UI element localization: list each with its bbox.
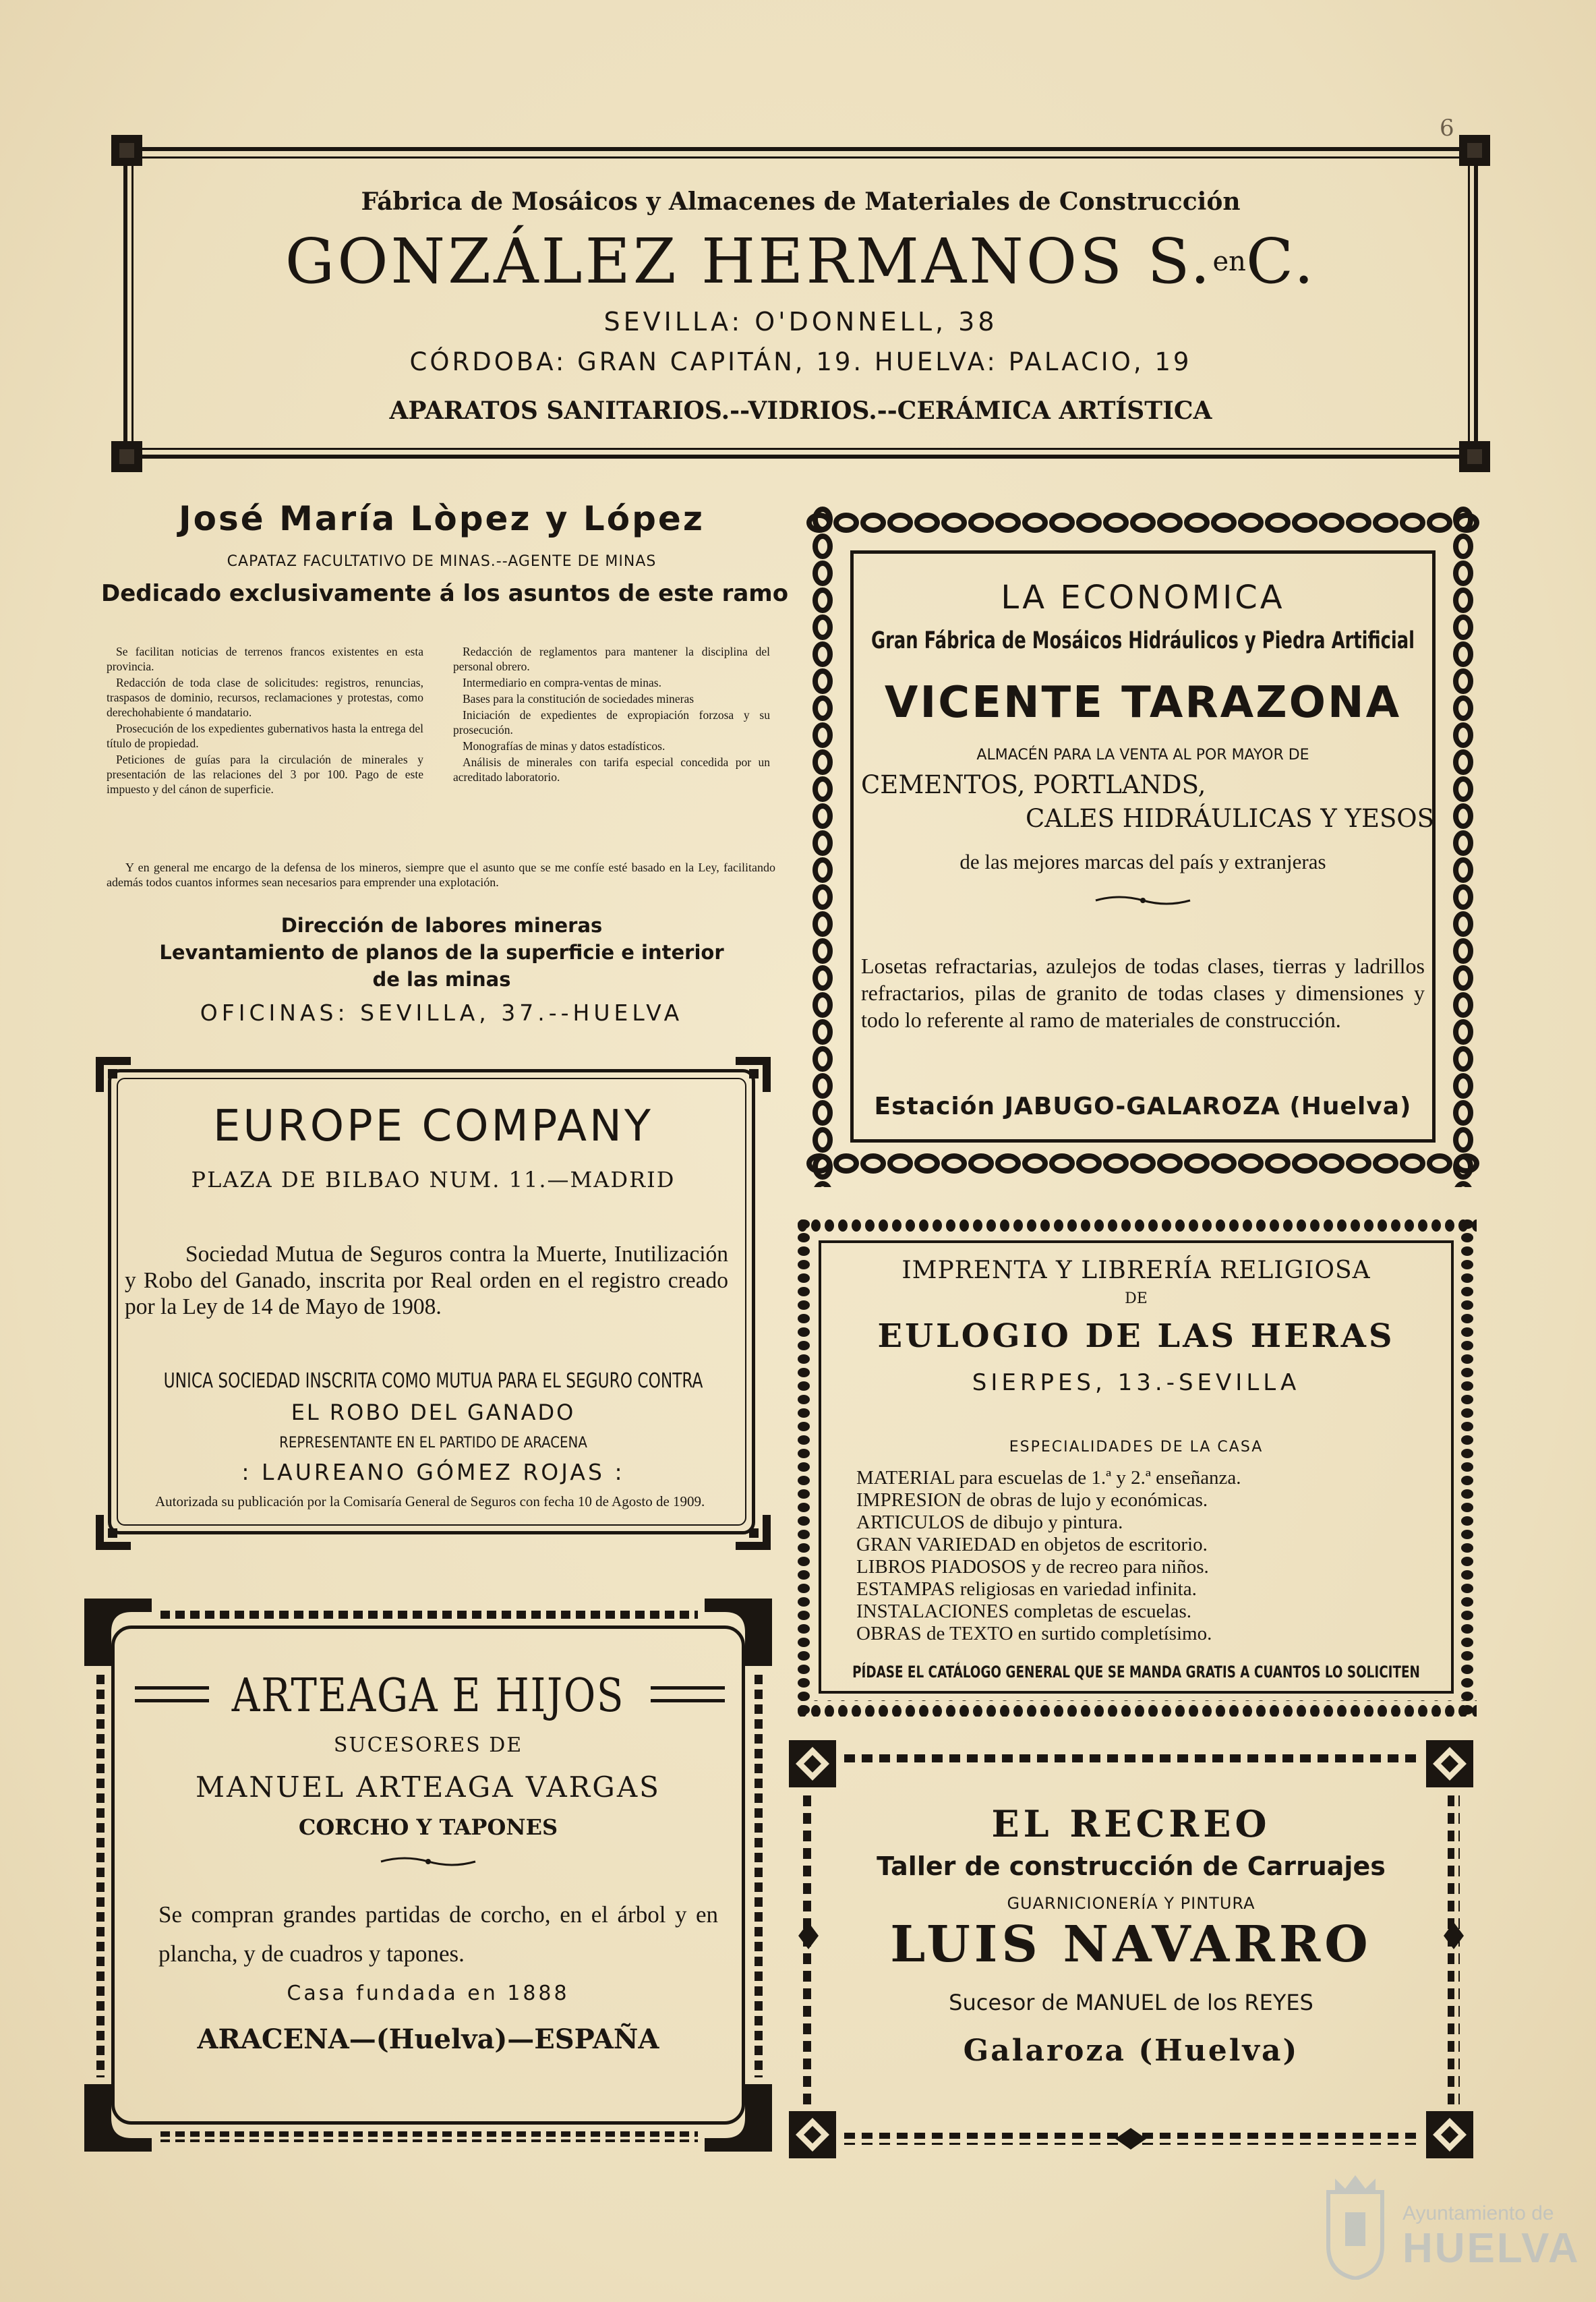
europe-ad — [94, 1056, 772, 1551]
lopez-ad — [101, 499, 789, 1039]
lopez-general: Y en general me encargo de la defensa de los mineros, siempre que el asunto que se me confíe esté basado en la Ley, facilitando además todos cuantos informes sean necesarios para emprender una explotación. — [107, 861, 775, 889]
lopez-right-paragraph: Análisis de minerales con tarifa especial concedida por un acreditado laboratorio. — [453, 755, 770, 784]
imprenta-list-item: ARTICULOS de dibujo y pintura. — [856, 1512, 1123, 1533]
recreo-subtitle: Taller de construcción de Carruajes — [877, 1851, 1386, 1881]
europe-unica: UNICA SOCIEDAD INSCRITA COMO MUTUA PARA EL SEGURO CONTRA — [163, 1369, 703, 1393]
lopez-right-column — [453, 644, 770, 786]
economica-almacen: ALMACÉN PARA LA VENTA AL POR MAYOR DE — [976, 747, 1309, 764]
economica-ad — [806, 506, 1480, 1187]
economica-title: LA ECONOMICA — [1001, 579, 1285, 616]
imprenta-title: IMPRENTA Y LIBRERÍA RELIGIOSA — [902, 1257, 1371, 1284]
corner-ornament — [1459, 135, 1490, 166]
economica-marcas: de las mejores marcas del país y extranjeras — [959, 850, 1326, 873]
lopez-dedication: Dedicado exclusivamente á los asuntos de este ramo — [101, 580, 789, 607]
gonzalez-address-sevilla: SEVILLA: O'DONNELL, 38 — [603, 307, 998, 337]
lopez-right-paragraph: Monografías de minas y datos estadísticos. — [463, 739, 666, 753]
europe-robo: EL ROBO DEL GANADO — [291, 1400, 576, 1425]
arteaga-ad — [84, 1599, 772, 2152]
imprenta-list-item: MATERIAL para escuelas de 1.ª y 2.ª enseñanza. — [856, 1467, 1241, 1489]
lopez-left-column — [107, 644, 423, 798]
lopez-right-paragraph: Bases para la constitución de sociedades mineras — [463, 692, 694, 706]
recreo-title: EL RECREO — [991, 1802, 1271, 1845]
lopez-left-paragraph: Peticiones de guías para la circulación de minerales y presentación de las relaciones del 3 por 100. Pago de este impuesto y del cánon de superficie. — [107, 753, 423, 796]
imprenta-list — [856, 1467, 1450, 1645]
lopez-name: José María Lòpez y López — [179, 499, 705, 538]
watermark-line2: HUELVA — [1402, 2225, 1580, 2272]
imprenta-list-item: OBRAS de TEXTO en surtido completísimo. — [856, 1623, 1212, 1644]
europe-representante: REPRESENTANTE EN EL PARTIDO DE ARACENA — [279, 1435, 587, 1451]
lopez-right-paragraph: Redacción de reglamentos para mantener la disciplina del personal obrero. — [453, 645, 770, 673]
economica-cales: CALES HIDRÁULICAS Y YESOS — [1025, 804, 1434, 833]
recreo-ad — [789, 1740, 1473, 2158]
imprenta-list-item: INSTALACIONES completas de escuelas. — [856, 1601, 1192, 1622]
recreo-sucesor: Sucesor de MANUEL de los REYES — [949, 1990, 1313, 2015]
economica-body: Losetas refractarias, azulejos de todas clases, tierras y ladrillos refractarios, pilas de granito de todas clases y dimensiones y todo lo referente al ramo de materiales de construcción. — [861, 954, 1425, 1032]
imprenta-list-item: ESTAMPAS religiosas en variedad infinita. — [856, 1578, 1197, 1600]
arteaga-title: ARTEAGA E HIJOS — [231, 1669, 625, 1723]
europe-title: EUROPE COMPANY — [212, 1101, 654, 1151]
recreo-location: Galaroza (Huelva) — [963, 2034, 1299, 2068]
corner-ornament — [94, 1056, 132, 1093]
lopez-right-paragraph: Intermediario en compra-ventas de minas. — [463, 676, 661, 689]
ayuntamiento-watermark — [1318, 2165, 1580, 2286]
arteaga-location: ARACENA—(Huelva)—ESPAÑA — [197, 2023, 659, 2055]
gonzalez-products: APARATOS SANITARIOS.--VIDRIOS.--CERÁMICA ARTÍSTICA — [389, 397, 1212, 425]
gonzalez-name: GONZÁLEZ HERMANOS S.enC. — [285, 225, 1317, 297]
economica-station: Estación JABUGO-GALAROZA (Huelva) — [874, 1093, 1412, 1120]
lopez-offices: OFICINAS: SEVILLA, 37.--HUELVA — [200, 1000, 684, 1026]
flourish-ornament — [378, 1853, 479, 1870]
lopez-minas: de las minas — [372, 968, 511, 991]
lopez-left-paragraph: Prosecución de los expedientes gubernativos hasta la entrega del título de propiedad. — [107, 722, 423, 750]
europe-body: Sociedad Mutua de Seguros contra la Muerte, Inutilización y Robo del Ganado, inscrita por Real orden en el registro creado por la Ley de 14 de Mayo de 1908. — [125, 1242, 728, 1319]
corner-ornament — [734, 1056, 772, 1093]
imprenta-list-item: IMPRESION de obras de lujo y económicas. — [856, 1489, 1208, 1511]
lopez-labores: Dirección de labores mineras — [280, 914, 603, 937]
corner-ornament — [111, 135, 142, 166]
economica-owner: VICENTE TARAZONA — [884, 678, 1402, 728]
recreo-guarn: GUARNICIONERÍA Y PINTURA — [1007, 1894, 1255, 1913]
gonzalez-tagline: Fábrica de Mosáicos y Almacenes de Materiales de Construcción — [361, 188, 1241, 216]
imprenta-specialties-head: ESPECIALIDADES DE LA CASA — [1009, 1439, 1264, 1456]
lopez-planos: Levantamiento de planos de la superficie e interior — [159, 941, 724, 964]
imprenta-ad — [796, 1217, 1477, 1717]
imprenta-footer: PÍDASE EL CATÁLOGO GENERAL QUE SE MANDA GRATIS A CUANTOS LO SOLICITEN — [852, 1663, 1420, 1681]
lopez-left-paragraph: Se facilitan noticias de terrenos francos existentes en esta provincia. — [107, 645, 423, 673]
coat-of-arms-icon — [1318, 2165, 1392, 2280]
arteaga-founded: Casa fundada en 1888 — [287, 1982, 570, 2005]
corner-ornament — [1459, 441, 1490, 472]
arteaga-products: CORCHO Y TAPONES — [298, 1814, 558, 1840]
imprenta-list-item: LIBROS PIADOSOS y de recreo para niños. — [856, 1556, 1209, 1578]
lopez-left-paragraph: Redacción de toda clase de solicitudes: registros, renuncias, traspasos de dominio, recursos, reclamaciones y protestas, como derechohabiente ó mandatario. — [107, 676, 423, 719]
europe-address: PLAZA DE BILBAO NUM. 11.—MADRID — [191, 1167, 676, 1192]
imprenta-de: DE — [1125, 1290, 1148, 1307]
europe-rep-name: : LAUREANO GÓMEZ ROJAS : — [241, 1459, 625, 1485]
corner-ornament — [111, 441, 142, 472]
arteaga-body: Se compran grandes partidas de corcho, en el árbol y en plancha, y de cuadros y tapones. — [158, 1901, 718, 1967]
page-number: 6 — [1440, 115, 1454, 142]
europe-authorized: Autorizada su publicación por la Comisaría General de Seguros con fecha 10 de Agosto de 1909. — [155, 1493, 705, 1509]
lopez-right-paragraph: Iniciación de expedientes de expropiación forzosa y su prosecución. — [453, 708, 770, 737]
imprenta-list-item: GRAN VARIEDAD en objetos de escritorio. — [856, 1534, 1208, 1555]
watermark-line1: Ayuntamiento de — [1402, 2202, 1554, 2224]
recreo-owner: LUIS NAVARRO — [890, 1916, 1372, 1974]
gonzalez-address-cordoba-huelva: CÓRDOBA: GRAN CAPITÁN, 19. HUELVA: PALACIO, 19 — [409, 347, 1192, 376]
gonzalez-ad — [111, 135, 1490, 472]
imprenta-name: EULOGIO DE LAS HERAS — [877, 1317, 1395, 1355]
corner-ornament — [734, 1514, 772, 1551]
economica-cementos: CEMENTOS, PORTLANDS, — [861, 770, 1206, 799]
imprenta-address: SIERPES, 13.-SEVILLA — [972, 1369, 1301, 1396]
lopez-title: CAPATAZ FACULTATIVO DE MINAS.--AGENTE DE MINAS — [227, 553, 657, 570]
arteaga-sucesores: SUCESORES DE — [333, 1733, 523, 1757]
corner-ornament — [94, 1514, 132, 1551]
arteaga-founder: MANUEL ARTEAGA VARGAS — [196, 1771, 661, 1804]
economica-subtitle: Gran Fábrica de Mosáicos Hidráulicos y Piedra Artificial — [870, 627, 1415, 654]
flourish-ornament — [1092, 894, 1193, 907]
